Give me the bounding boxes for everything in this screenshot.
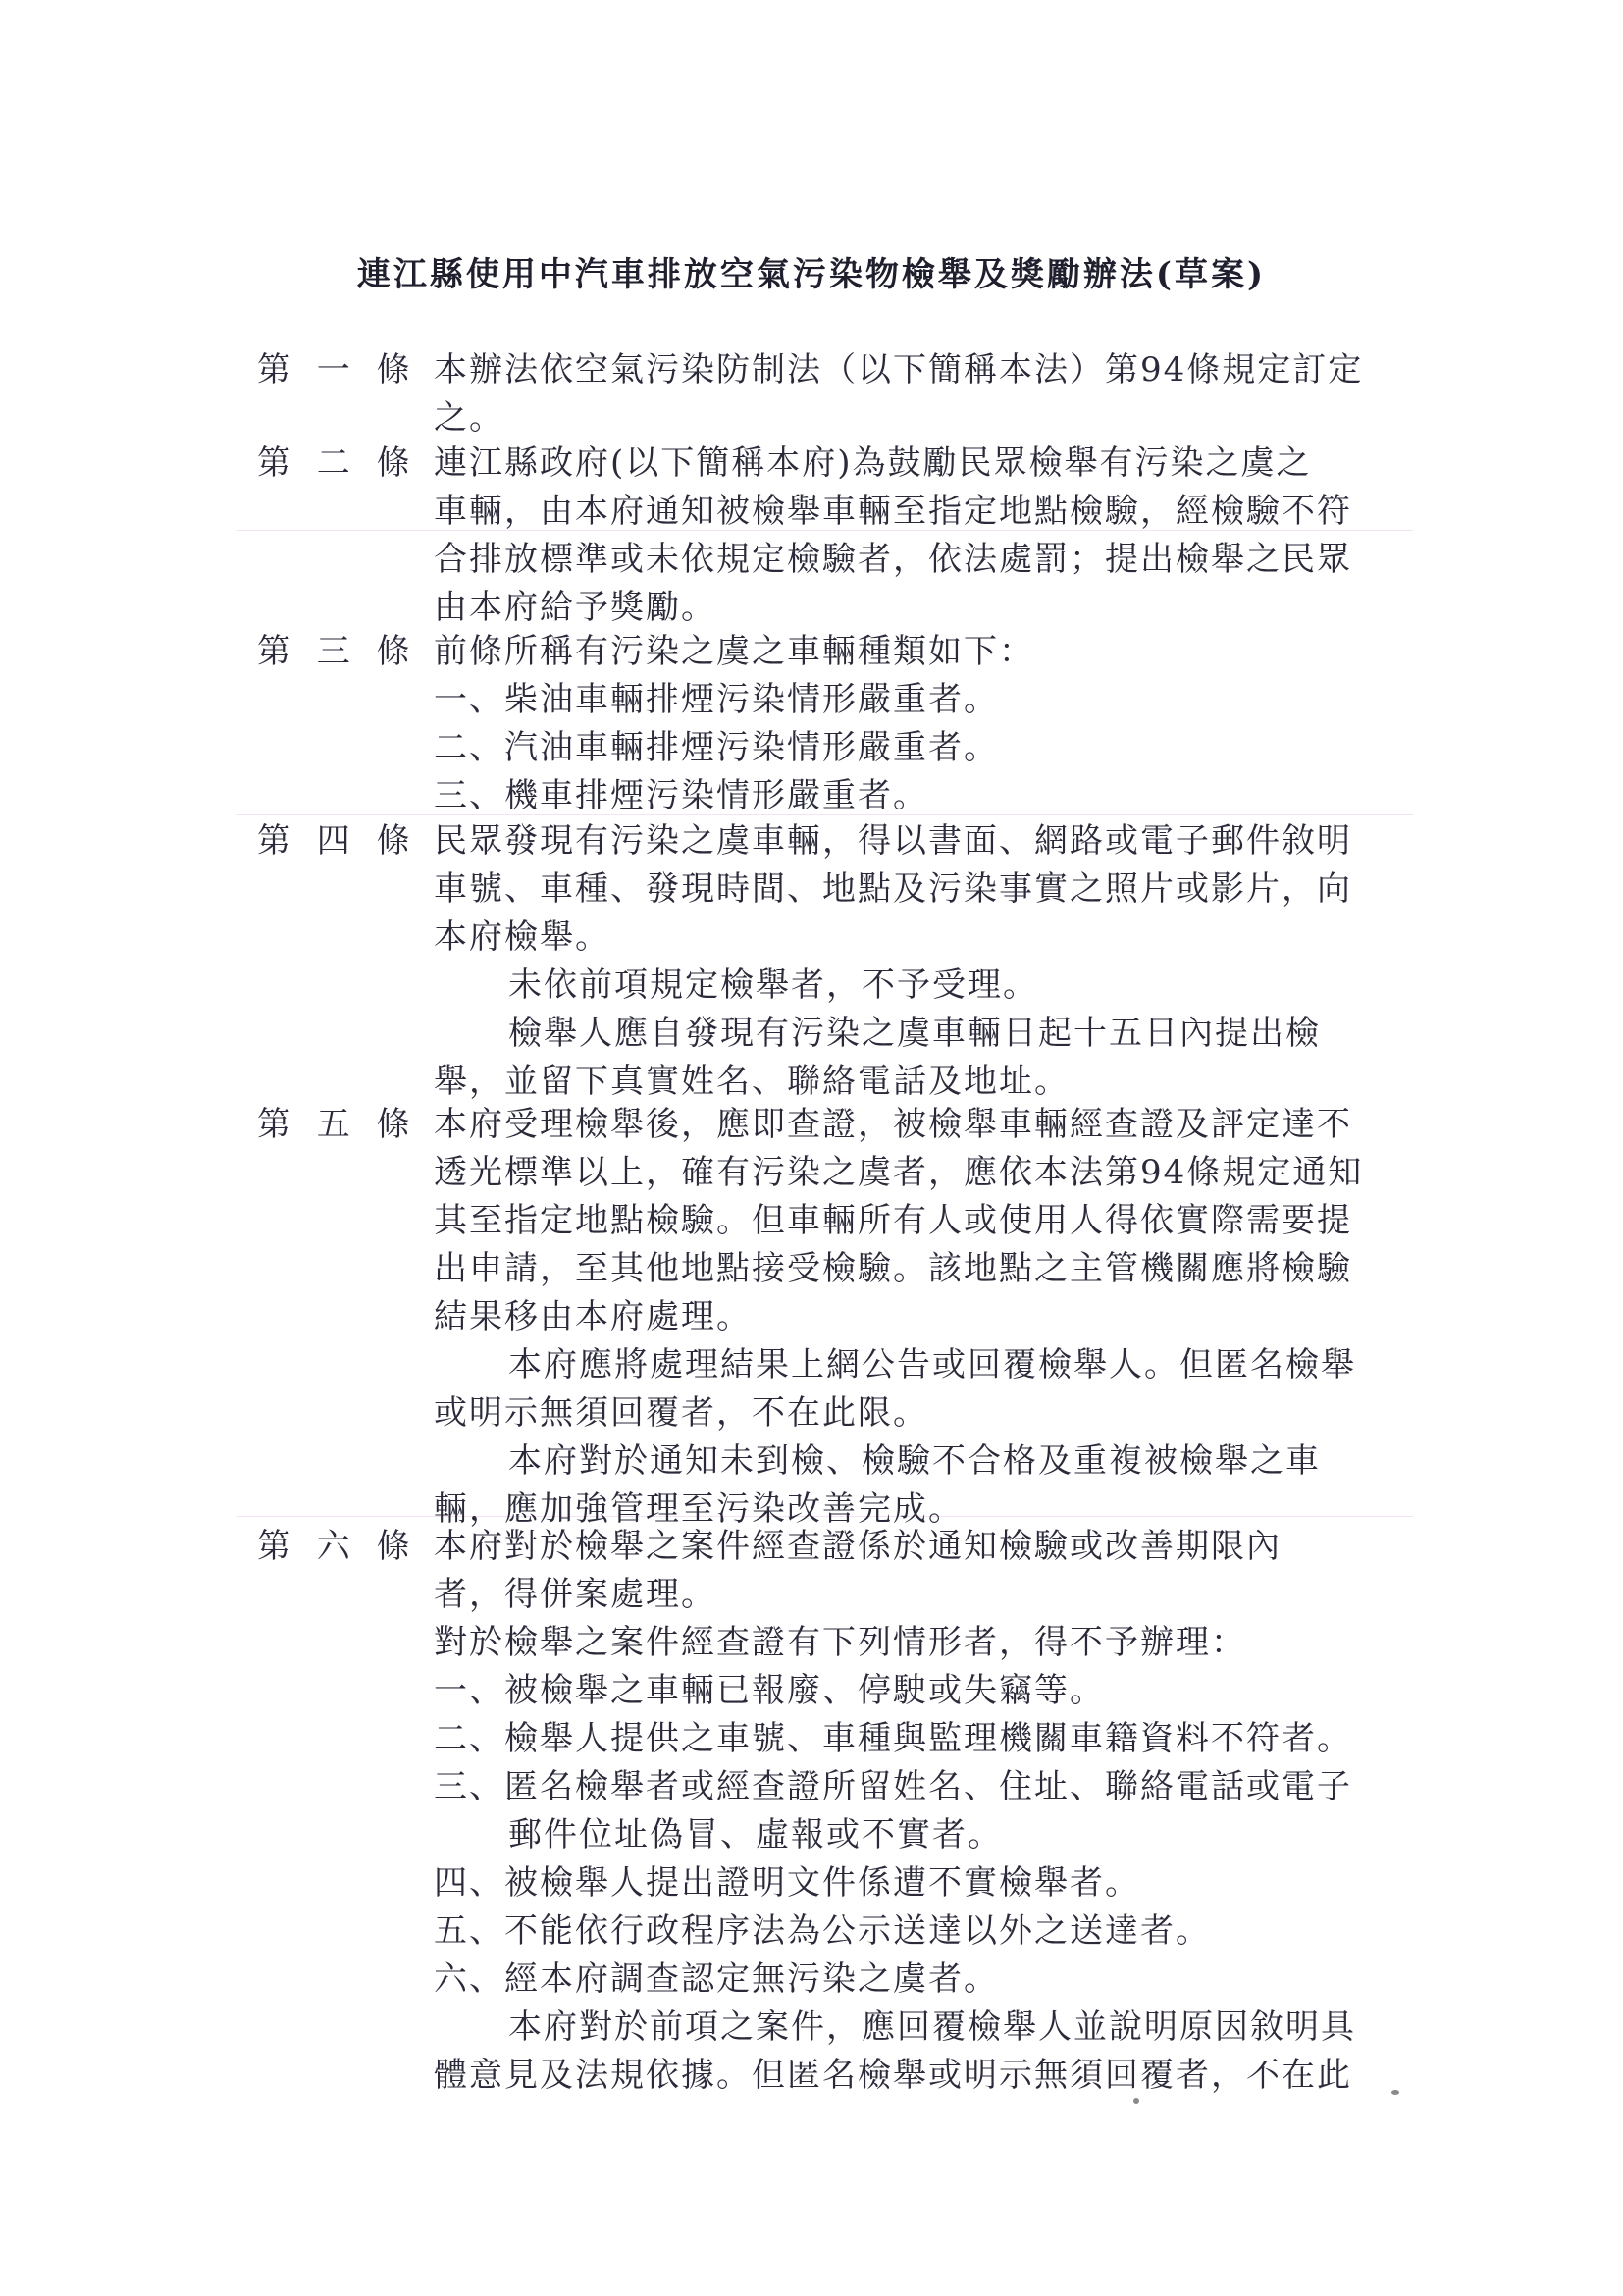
article-line: 出申請，至其他地點接受檢驗。該地點之主管機關應將檢驗 bbox=[434, 1249, 1352, 1288]
article-line: 四、被檢舉人提出證明文件係遭不實檢舉者。 bbox=[434, 1863, 1140, 1903]
document-title: 連江縣使用中汽車排放空氣污染物檢舉及獎勵辦法(草案) bbox=[356, 255, 1267, 294]
article-label: 第 四 條 bbox=[257, 821, 418, 861]
article-label: 第 三 條 bbox=[257, 632, 418, 671]
article-line: 透光標準以上，確有污染之虞者，應依本法第94條規定通知 bbox=[434, 1153, 1364, 1192]
article-line: 本辦法依空氣污染防制法（以下簡稱本法）第94條規定訂定 bbox=[434, 350, 1364, 390]
article-line: 未依前項規定檢舉者，不予受理。 bbox=[508, 965, 1038, 1005]
article-line: 連江縣政府(以下簡稱本府)為鼓勵民眾檢舉有污染之虞之 bbox=[434, 444, 1312, 483]
article-line: 本府應將處理結果上網公告或回覆檢舉人。但匿名檢舉 bbox=[508, 1345, 1356, 1384]
article-line: 輛，應加強管理至污染改善完成。 bbox=[434, 1489, 964, 1529]
article-line: 五、不能依行政程序法為公示送達以外之送達者。 bbox=[434, 1911, 1211, 1951]
article-line: 檢舉人應自發現有污染之虞車輛日起十五日內提出檢 bbox=[508, 1014, 1321, 1053]
article-line: 二、汽油車輛排煙污染情形嚴重者。 bbox=[434, 728, 999, 767]
article-line: 一、被檢舉之車輛已報廢、停駛或失竊等。 bbox=[434, 1671, 1105, 1710]
article-line: 本府檢舉。 bbox=[434, 917, 610, 957]
article-body bbox=[434, 1523, 1371, 2100]
article-label: 第 一 條 bbox=[257, 350, 418, 390]
article-line: 由本府給予獎勵。 bbox=[434, 588, 716, 627]
article-line: 本府對於檢舉之案件經查證係於通知檢驗或改善期限內 bbox=[434, 1527, 1282, 1566]
article-line: 一、柴油車輛排煙污染情形嚴重者。 bbox=[434, 680, 999, 719]
article-line: 郵件位址偽冒、虛報或不實者。 bbox=[508, 1815, 1003, 1854]
article-line: 車號、車種、發現時間、地點及污染事實之照片或影片，向 bbox=[434, 869, 1352, 909]
article-line: 者，得併案處理。 bbox=[434, 1575, 716, 1614]
article-line: 三、匿名檢舉者或經查證所留姓名、住址、聯絡電話或電子 bbox=[434, 1767, 1352, 1806]
scan-speck bbox=[1133, 2098, 1139, 2104]
article-label: 第 六 條 bbox=[257, 1527, 418, 1566]
article-line: 舉，並留下真實姓名、聯絡電話及地址。 bbox=[434, 1062, 1070, 1101]
article-body bbox=[434, 628, 1371, 820]
article-line: 結果移由本府處理。 bbox=[434, 1297, 752, 1336]
article-line: 六、經本府調查認定無污染之虞者。 bbox=[434, 1959, 999, 1999]
article-line: 或明示無須回覆者，不在此限。 bbox=[434, 1393, 928, 1433]
article-body bbox=[434, 1101, 1371, 1534]
article-body bbox=[434, 817, 1371, 1106]
scan-speck bbox=[1391, 2090, 1399, 2095]
article-line: 其至指定地點檢驗。但車輛所有人或使用人得依實際需要提 bbox=[434, 1201, 1352, 1240]
article-line: 三、機車排煙污染情形嚴重者。 bbox=[434, 776, 928, 815]
article-line: 本府對於前項之案件，應回覆檢舉人並說明原因敘明具 bbox=[508, 2008, 1356, 2047]
article-line: 本府受理檢舉後，應即查證，被檢舉車輛經查證及評定達不 bbox=[434, 1105, 1352, 1144]
article-line: 前條所稱有污染之虞之車輛種類如下： bbox=[434, 632, 1034, 671]
article-body bbox=[434, 346, 1371, 443]
article-line: 對於檢舉之案件經查證有下列情形者，得不予辦理： bbox=[434, 1623, 1246, 1662]
article-line: 本府對於通知未到檢、檢驗不合格及重複被檢舉之車 bbox=[508, 1441, 1321, 1481]
article-line: 二、檢舉人提供之車號、車種與監理機關車籍資料不符者。 bbox=[434, 1719, 1352, 1758]
article-line: 民眾發現有污染之虞車輛，得以書面、網路或電子郵件敘明 bbox=[434, 821, 1352, 861]
article-label: 第 五 條 bbox=[257, 1105, 418, 1144]
article-line: 合排放標準或未依規定檢驗者，依法處罰；提出檢舉之民眾 bbox=[434, 540, 1352, 579]
article-body bbox=[434, 440, 1371, 632]
article-line: 體意見及法規依據。但匿名檢舉或明示無須回覆者，不在此 bbox=[434, 2056, 1352, 2095]
article-line: 之。 bbox=[434, 398, 504, 438]
article-line: 車輛，由本府通知被檢舉車輛至指定地點檢驗，經檢驗不符 bbox=[434, 492, 1352, 531]
article-label: 第 二 條 bbox=[257, 444, 418, 483]
